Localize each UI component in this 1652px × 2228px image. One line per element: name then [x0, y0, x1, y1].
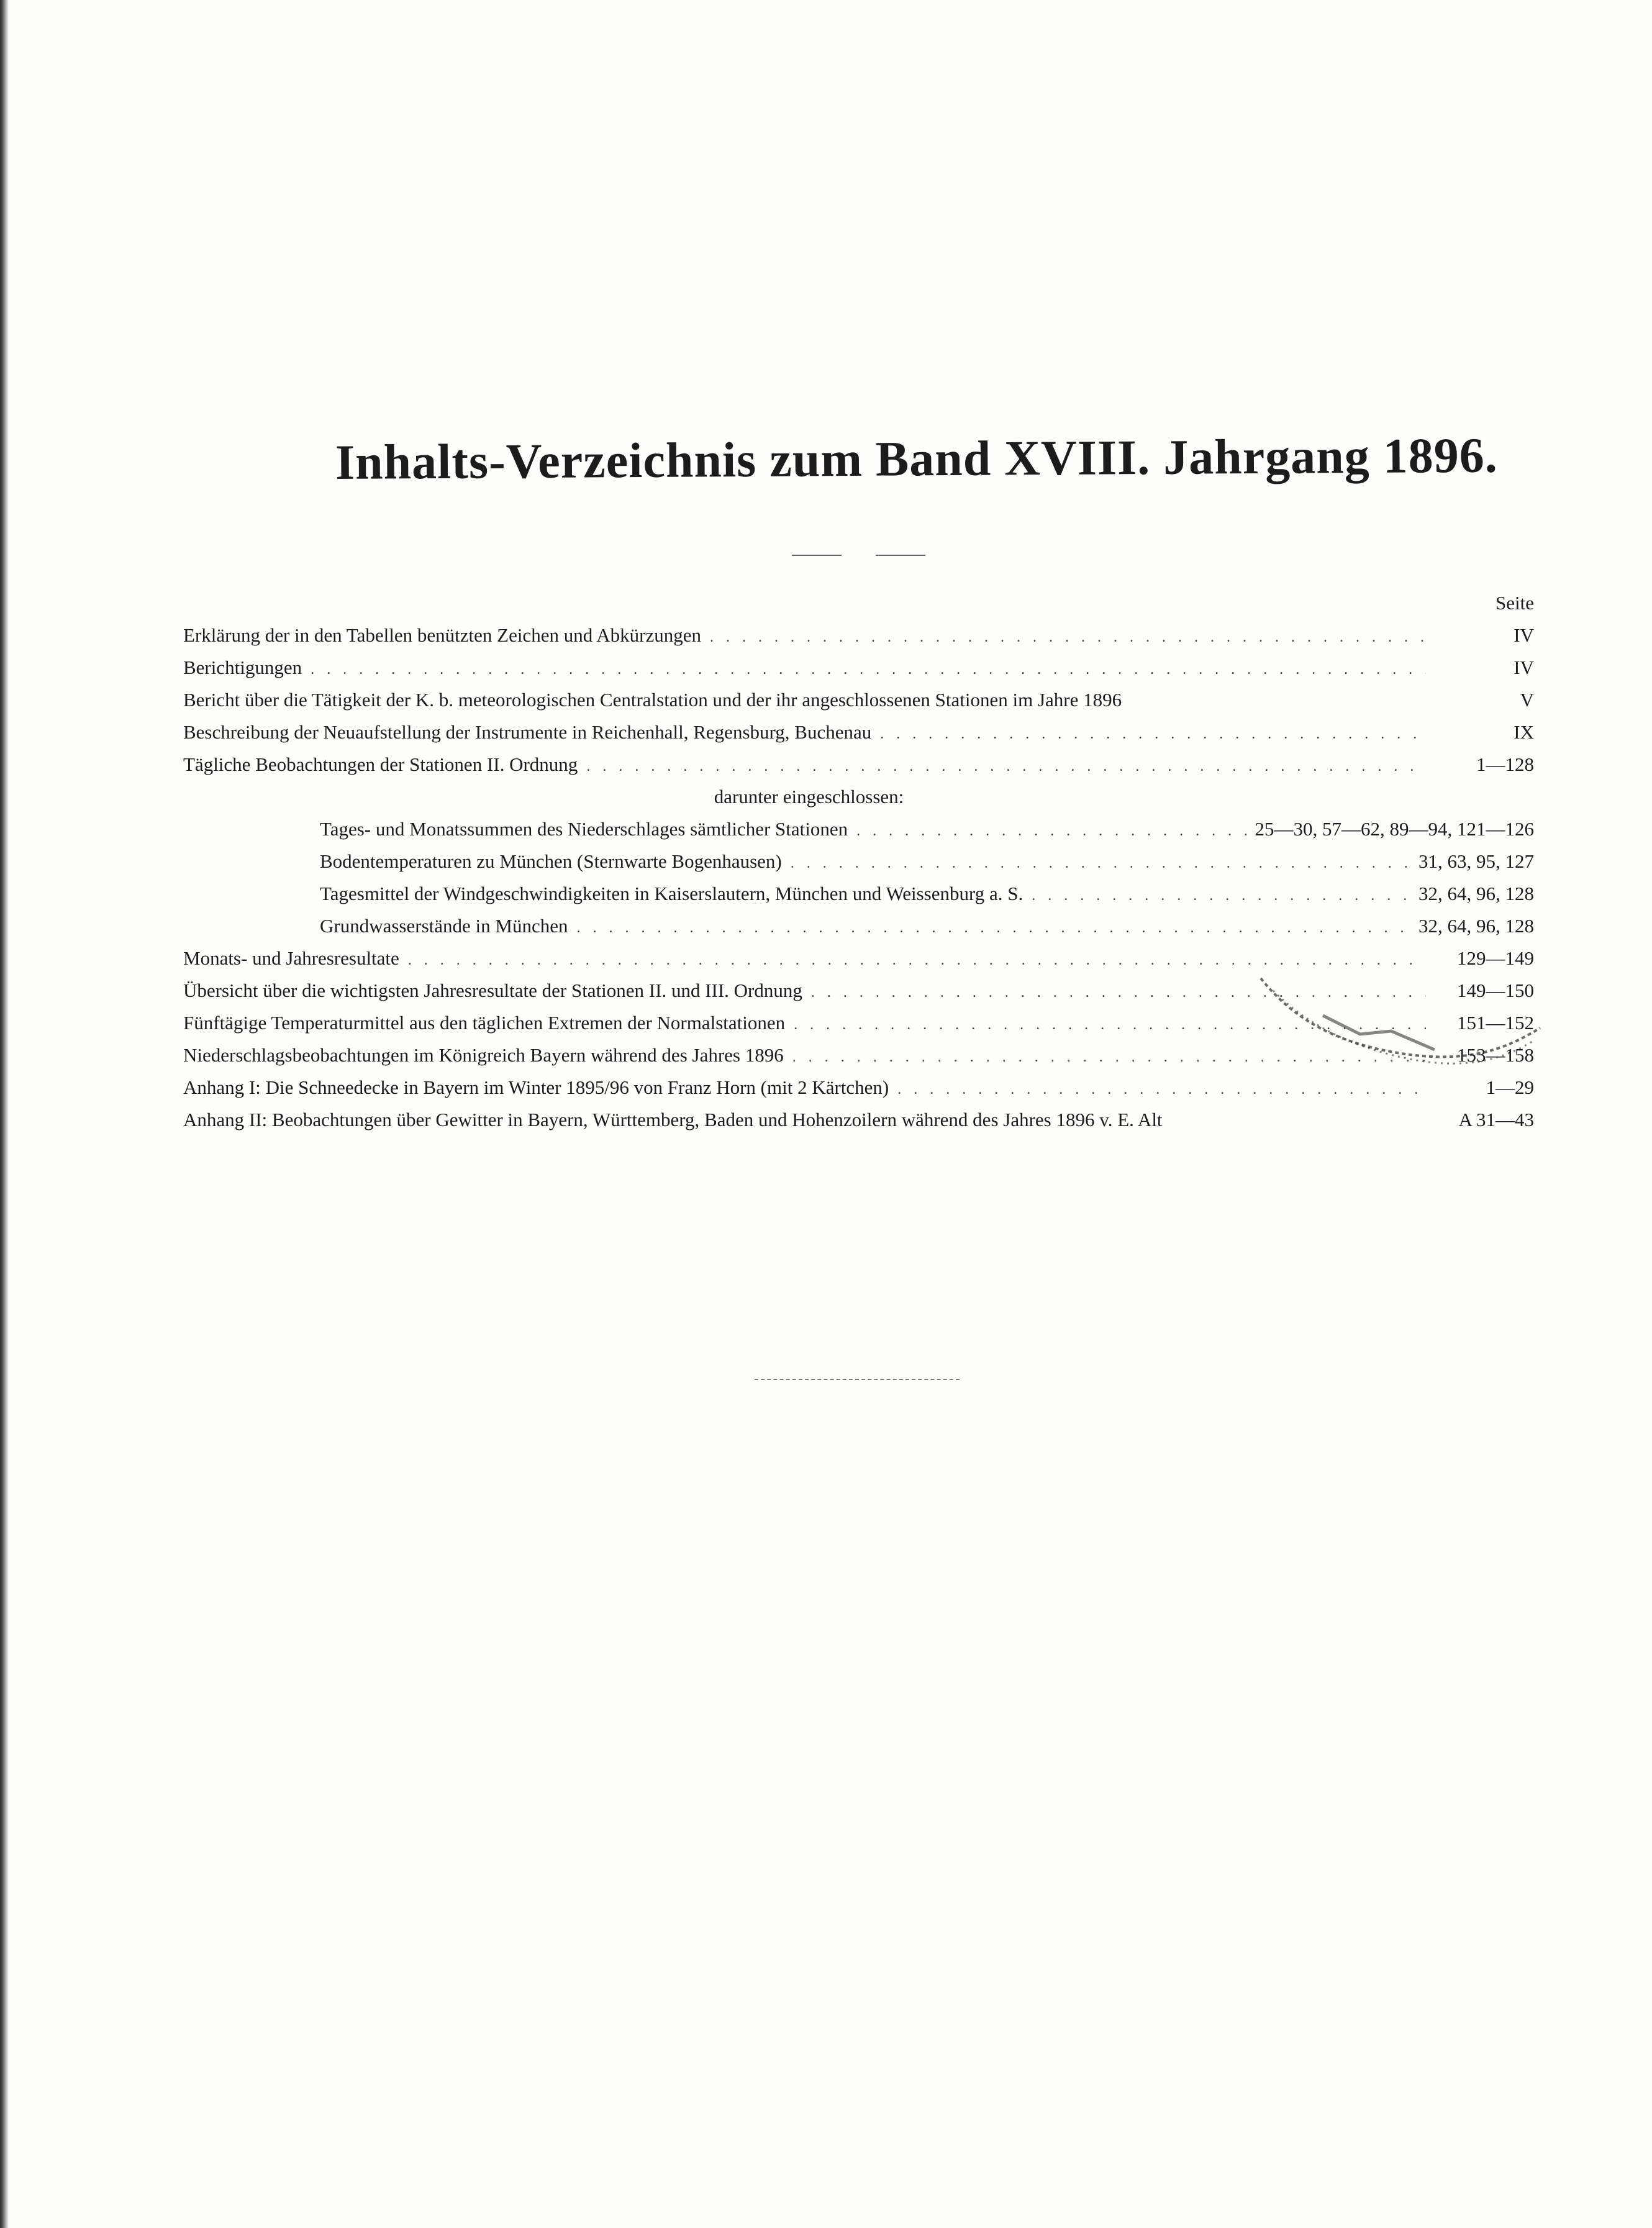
title-ornament-rule-right [876, 555, 925, 556]
toc-sub-entry [183, 878, 1534, 910]
dot-leader [586, 750, 1426, 783]
dot-leader [856, 815, 1246, 847]
dot-leader [792, 1041, 1426, 1073]
toc-entry-page: IV [1514, 624, 1534, 646]
dot-leader [408, 944, 1426, 976]
toc-sub-entry [183, 813, 1534, 845]
toc-sub-entry-label: Bodentemperaturen zu München (Sternwarte Bogenhausen) [320, 850, 782, 872]
subsection-intro: darunter eingeschlossen: [714, 786, 904, 807]
toc-entry-page: 1—128 [1476, 753, 1534, 775]
toc-sub-entry [183, 910, 1534, 942]
toc-entry-label: Beschreibung der Neuaufstellung der Instrumente in Reichenhall, Regensburg, Buchenau [183, 721, 872, 743]
toc-entry-label: Übersicht über die wichtigsten Jahresresultate der Stationen II. und III. Ordnung [183, 980, 802, 1001]
toc-entry-label: Tägliche Beobachtungen der Stationen II. Ordnung [183, 753, 578, 775]
dot-leader [811, 976, 1426, 1009]
toc-entry-label: Bericht über die Tätigkeit der K. b. meteorologischen Centralstation und der ihr angeschlossenen Stationen im Jahre 1896 [183, 689, 1122, 711]
toc-entry-label: Monats- und Jahresresultate [183, 947, 399, 969]
toc-entry [183, 1071, 1534, 1104]
dot-leader [710, 621, 1426, 653]
toc-entry-page: IX [1514, 721, 1534, 743]
dot-leader [880, 718, 1426, 750]
toc-entry-page: V [1520, 689, 1534, 711]
toc-entry [183, 684, 1534, 716]
page-title: Inhalts-Verzeichnis zum Band XVIII. Jahrgang 1896. [335, 428, 1498, 490]
toc-sub-entry-page: 31, 63, 95, 127 [1418, 850, 1534, 872]
toc-entry [183, 748, 1534, 781]
toc-entry [183, 1039, 1534, 1071]
toc-sub-entry-page: 32, 64, 96, 128 [1418, 883, 1534, 904]
dot-leader [1032, 880, 1410, 912]
closing-rule [755, 1379, 960, 1380]
dot-leader [311, 653, 1426, 686]
toc-sub-entry-label: Tages- und Monatssummen des Niederschlages sämtlicher Stationen [320, 818, 848, 840]
toc-entry-page: 153—158 [1457, 1044, 1534, 1066]
toc-entry-label: Niederschlagsbeobachtungen im Königreich Bayern während des Jahres 1896 [183, 1044, 784, 1066]
seite-column-header: Seite [1495, 592, 1534, 614]
dot-leader [791, 847, 1410, 880]
table-of-contents [183, 587, 1534, 1136]
toc-entry-label: Berichtigungen [183, 657, 302, 678]
toc-entry-label: Fünftägige Temperaturmittel aus den täglichen Extremen der Normalstationen [183, 1012, 786, 1034]
toc-entry [183, 652, 1534, 684]
toc-sub-entry-page: 32, 64, 96, 128 [1418, 915, 1534, 937]
toc-entry [183, 975, 1534, 1007]
dot-leader [576, 912, 1410, 944]
toc-entry-label: Erklärung der in den Tabellen benützten Zeichen und Abkürzungen [183, 624, 701, 646]
toc-sub-entry-label: Grundwasserstände in München [320, 915, 568, 937]
toc-entry [183, 1007, 1534, 1039]
toc-entry-page: A 31—43 [1458, 1109, 1534, 1130]
toc-entry-label: Anhang II: Beobachtungen über Gewitter in Bayern, Württemberg, Baden und Hohenzoilern während des Jahres 1896 v. E. Alt [183, 1109, 1163, 1130]
toc-sub-entry-page: 25—30, 57—62, 89—94, 121—126 [1255, 818, 1534, 840]
dot-leader [794, 1009, 1426, 1041]
toc-entry-page: IV [1514, 657, 1534, 678]
page-binding-edge [0, 0, 9, 2228]
toc-entry-page: 149—150 [1457, 980, 1534, 1001]
toc-entry-label: Anhang I: Die Schneedecke in Bayern im Winter 1895/96 von Franz Horn (mit 2 Kärtchen) [183, 1076, 889, 1098]
toc-entry [183, 1104, 1534, 1136]
toc-entry-page: 129—149 [1457, 947, 1534, 969]
toc-sub-entry-label: Tagesmittel der Windgeschwindigkeiten in Kaiserslautern, München und Weissenburg a. S. [320, 883, 1023, 904]
title-ornament-rule-left [792, 555, 842, 556]
dot-leader [897, 1073, 1426, 1106]
toc-entry [183, 942, 1534, 975]
toc-sub-entry [183, 845, 1534, 878]
toc-entry-page: 151—152 [1457, 1012, 1534, 1034]
toc-entry [183, 716, 1534, 748]
toc-entry-page: 1—29 [1486, 1076, 1534, 1098]
toc-entry [183, 619, 1534, 652]
